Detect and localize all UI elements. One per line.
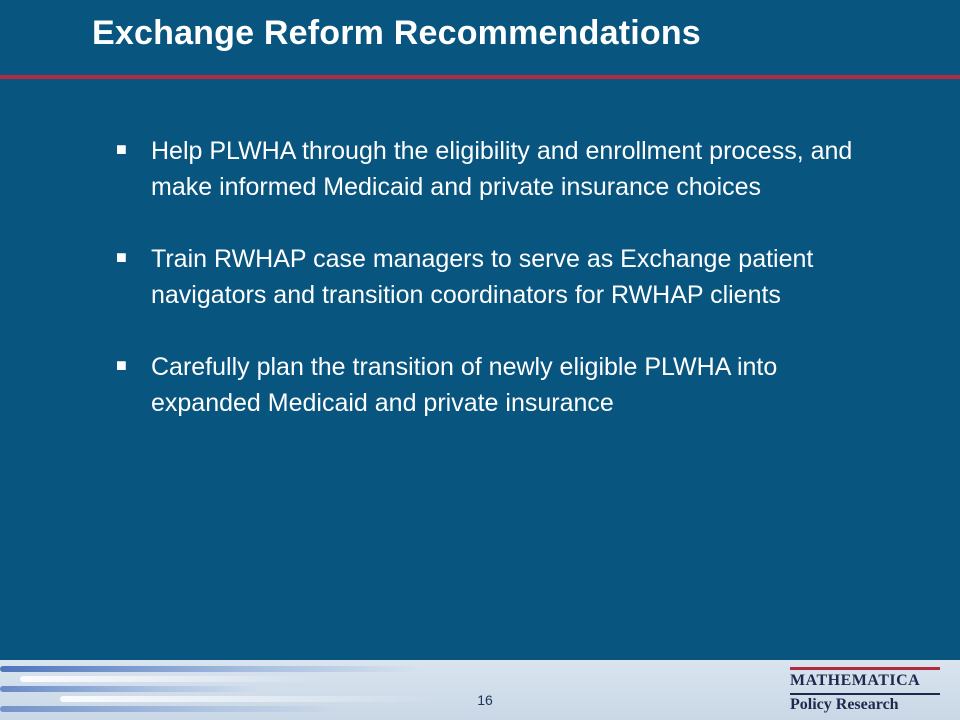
square-bullet-icon: ■ [116, 355, 127, 375]
bullet-item [116, 133, 876, 205]
logo-line2: Policy Research [790, 696, 899, 713]
bullet-text: Help PLWHA through the eligibility and enrollment process, and make informed Medicaid and private insurance choices [151, 137, 853, 201]
footer-streak [0, 686, 260, 692]
title-divider [0, 75, 960, 79]
footer-streak [0, 706, 340, 712]
footer-streak [0, 666, 420, 672]
bullet-text: Train RWHAP case managers to serve as Exchange patient navigators and transition coordinators for RWHAP clients [151, 245, 814, 309]
page-number: 16 [477, 692, 493, 708]
bullet-item [116, 349, 876, 421]
logo-middle-bar [790, 693, 940, 695]
bullet-text: Carefully plan the transition of newly eligible PLWHA into expanded Medicaid and private insurance [151, 353, 778, 417]
bullet-item [116, 241, 876, 313]
logo-top-bar [790, 667, 940, 670]
mathematica-logo [790, 667, 940, 717]
bullet-list [116, 133, 876, 457]
square-bullet-icon: ■ [116, 139, 127, 159]
slide-title: Exchange Reform Recommendations [92, 14, 701, 52]
square-bullet-icon: ■ [116, 247, 127, 267]
footer-streak [20, 676, 320, 682]
footer-streak [60, 696, 440, 702]
logo-line1: MATHEMATICA [790, 672, 921, 689]
